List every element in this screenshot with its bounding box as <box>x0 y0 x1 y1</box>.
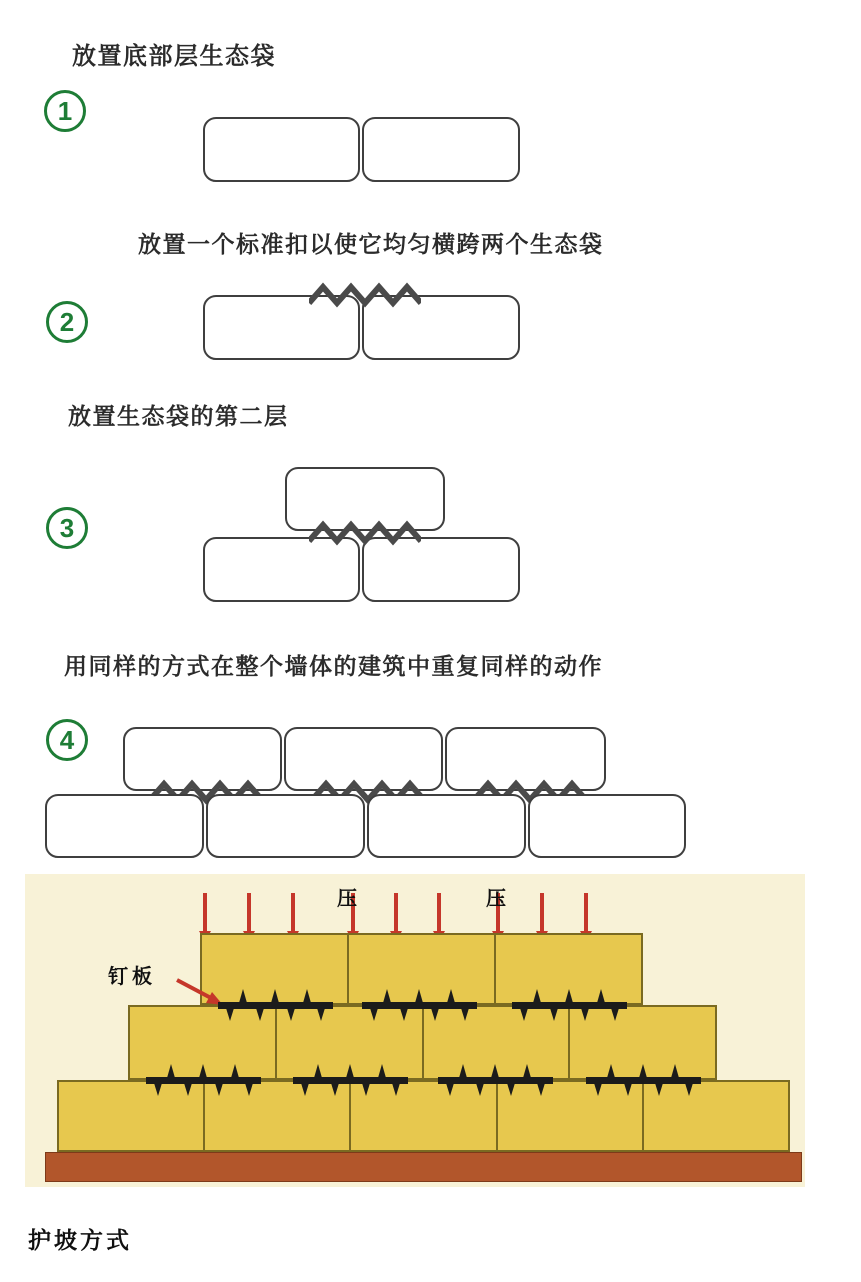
eco-bag <box>362 117 520 182</box>
nail-plate-icon <box>512 989 627 1021</box>
nail-plate-icon <box>438 1064 553 1096</box>
pressure-label: 压 <box>486 888 510 910</box>
eco-bag <box>203 117 360 182</box>
caption-slope-protection-method: 护坡方式 <box>28 1227 132 1253</box>
step-1-title: 放置底部层生态袋 <box>72 43 276 70</box>
pressure-label: 压 <box>337 888 361 910</box>
step-2-title: 放置一个标准扣以使它均匀横跨两个生态袋 <box>138 231 604 257</box>
nail-plate-icon <box>586 1064 701 1096</box>
step-2-number: 2 <box>59 306 75 337</box>
step-4-number: 4 <box>59 724 75 755</box>
nail-plate-icon <box>362 989 477 1021</box>
step-1-number-badge <box>44 90 86 132</box>
nail-plate-icon <box>218 989 333 1021</box>
eco-bag <box>45 794 204 858</box>
step-3-number: 3 <box>59 512 75 543</box>
eco-bag <box>528 794 686 858</box>
step-3-number-badge <box>46 507 88 549</box>
nail-plate-icon <box>293 1064 408 1096</box>
step-4-title: 用同样的方式在整个墙体的建筑中重复同样的动作 <box>64 653 603 679</box>
foundation-base <box>45 1152 802 1182</box>
nail-plate-icon <box>146 1064 261 1096</box>
eco-bag <box>206 794 365 858</box>
step-2-number-badge <box>46 301 88 343</box>
step-4-number-badge <box>46 719 88 761</box>
nail-plate-label: 钉板 <box>108 966 156 988</box>
standard-buckle-icon <box>309 280 421 310</box>
step-1-number: 1 <box>57 95 73 126</box>
wall-illustration <box>25 874 805 1187</box>
step-3-title: 放置生态袋的第二层 <box>68 403 289 429</box>
eco-bag <box>367 794 526 858</box>
standard-buckle-icon <box>309 518 421 548</box>
